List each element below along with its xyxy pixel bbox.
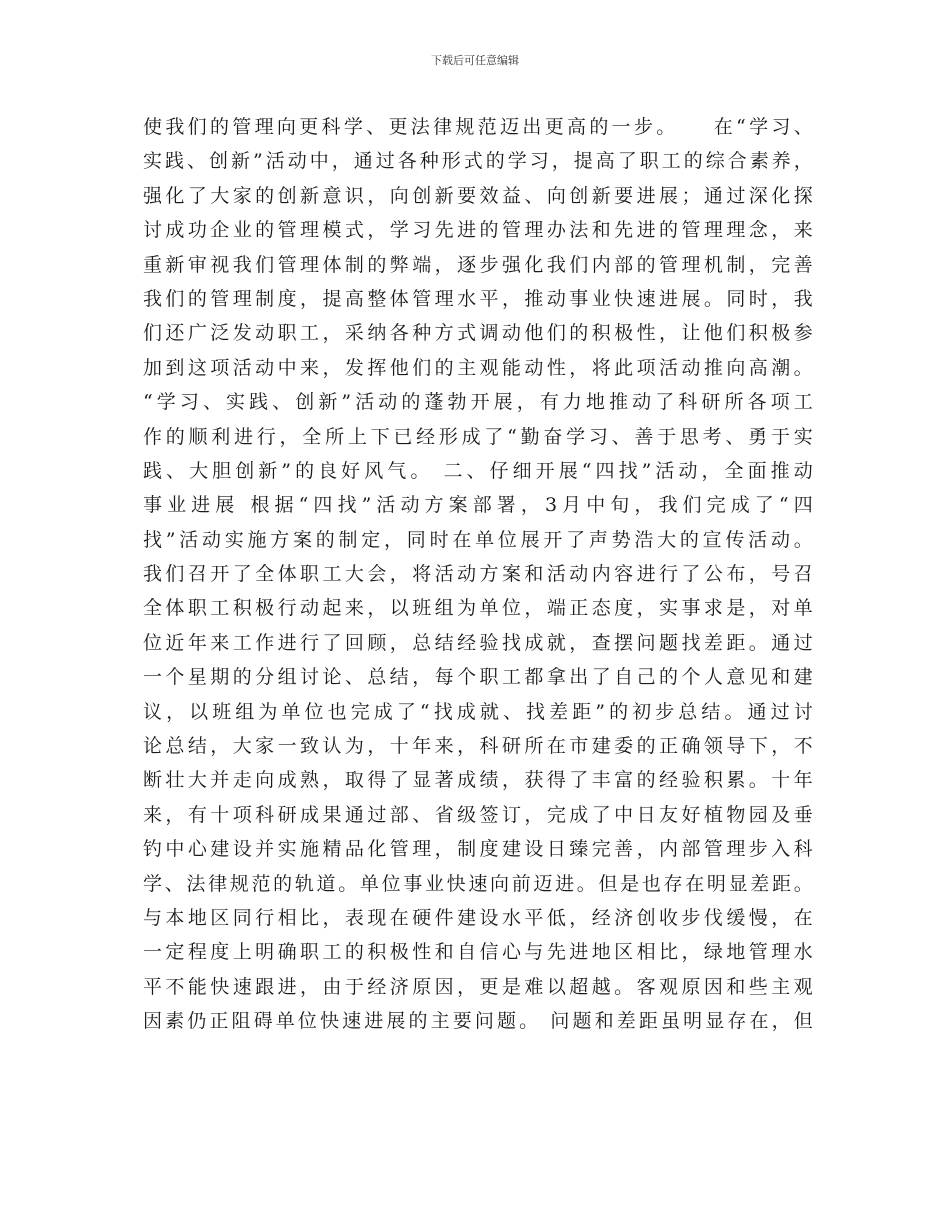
text-line-1: 使我们的管理向更科学、更法律规范迈出更高的一步。 在“学习、 (143, 116, 813, 138)
text-line-15: 全体职工积极行动起来，以班组为单位，端正态度，实事求是，对单 (143, 597, 813, 620)
text-line-21: 来，有十项科研成果通过部、省级签订，完成了中日友好植物园及垂 (143, 803, 813, 826)
text-line-20: 断壮大并走向成熟，取得了显著成绩，获得了丰富的经验积累。十年 (143, 769, 813, 792)
text-line-6: 我们的管理制度，提高整体管理水平，推动事业快速进展。同时，我 (143, 287, 813, 310)
text-line-24: 与本地区同行相比，表现在硬件建设水平低，经济创收步伐缓慢，在 (143, 906, 813, 929)
body-text (143, 110, 813, 1039)
text-line-13: 找”活动实施方案的制定，同时在单位展开了声势浩大的宣传活动。 (143, 528, 813, 551)
text-line-10: 作的顺利进行，全所上下已经形成了“勤奋学习、善于思考、勇于实 (143, 425, 813, 448)
text-line-7: 们还广泛发动职工，采纳各种方式调动他们的积极性，让他们积极参 (143, 322, 813, 345)
text-line-18: 议，以班组为单位也完成了“找成就、找差距”的初步总结。通过讨 (143, 700, 813, 723)
text-line-12: 事业进展 根据“四找”活动方案部署，3月中旬，我们完成了“四 (143, 494, 813, 517)
text-line-9: “学习、实践、创新”活动的蓬勃开展，有力地推动了科研所各项工 (143, 391, 813, 414)
text-line-5: 重新审视我们管理体制的弊端，逐步强化我们内部的管理机制，完善 (143, 253, 813, 276)
text-line-4: 讨成功企业的管理模式，学习先进的管理办法和先进的管理理念，来 (143, 219, 813, 242)
text-line-3: 强化了大家的创新意识，向创新要效益、向创新要进展；通过深化探 (143, 184, 813, 207)
text-line-14: 我们召开了全体职工大会，将活动方案和活动内容进行了公布，号召 (143, 563, 813, 586)
text-line-23: 学、法律规范的轨道。单位事业快速向前迈进。但是也存在明显差距。 (143, 872, 813, 895)
text-line-11: 践、大胆创新”的良好风气。 二、仔细开展“四找”活动，全面推动 (143, 459, 813, 482)
text-line-26: 平不能快速跟进，由于经济原因，更是难以超越。客观原因和些主观 (143, 975, 813, 998)
text-line-27: 因素仍正阻碍单位快速进展的主要问题。 问题和差距虽明显存在，但 (143, 1010, 813, 1033)
text-line-2: 实践、创新”活动中，通过各种形式的学习，提高了职工的综合素养， (143, 150, 813, 173)
text-line-19: 论总结，大家一致认为，十年来，科研所在市建委的正确领导下，不 (143, 735, 813, 758)
text-line-22: 钓中心建设并实施精品化管理，制度建设日臻完善，内部管理步入科 (143, 838, 813, 861)
text-line-16: 位近年来工作进行了回顾，总结经验找成就，查摆问题找差距。通过 (143, 631, 813, 654)
text-line-25: 一定程度上明确职工的积极性和自信心与先进地区相比，绿地管理水 (143, 941, 813, 964)
page-header: 下载后可任意编辑 (431, 54, 519, 67)
text-line-17: 一个星期的分组讨论、总结，每个职工都拿出了自己的个人意见和建 (143, 666, 813, 689)
text-line-8: 加到这项活动中来，发挥他们的主观能动性，将此项活动推向高潮。 (143, 356, 813, 379)
